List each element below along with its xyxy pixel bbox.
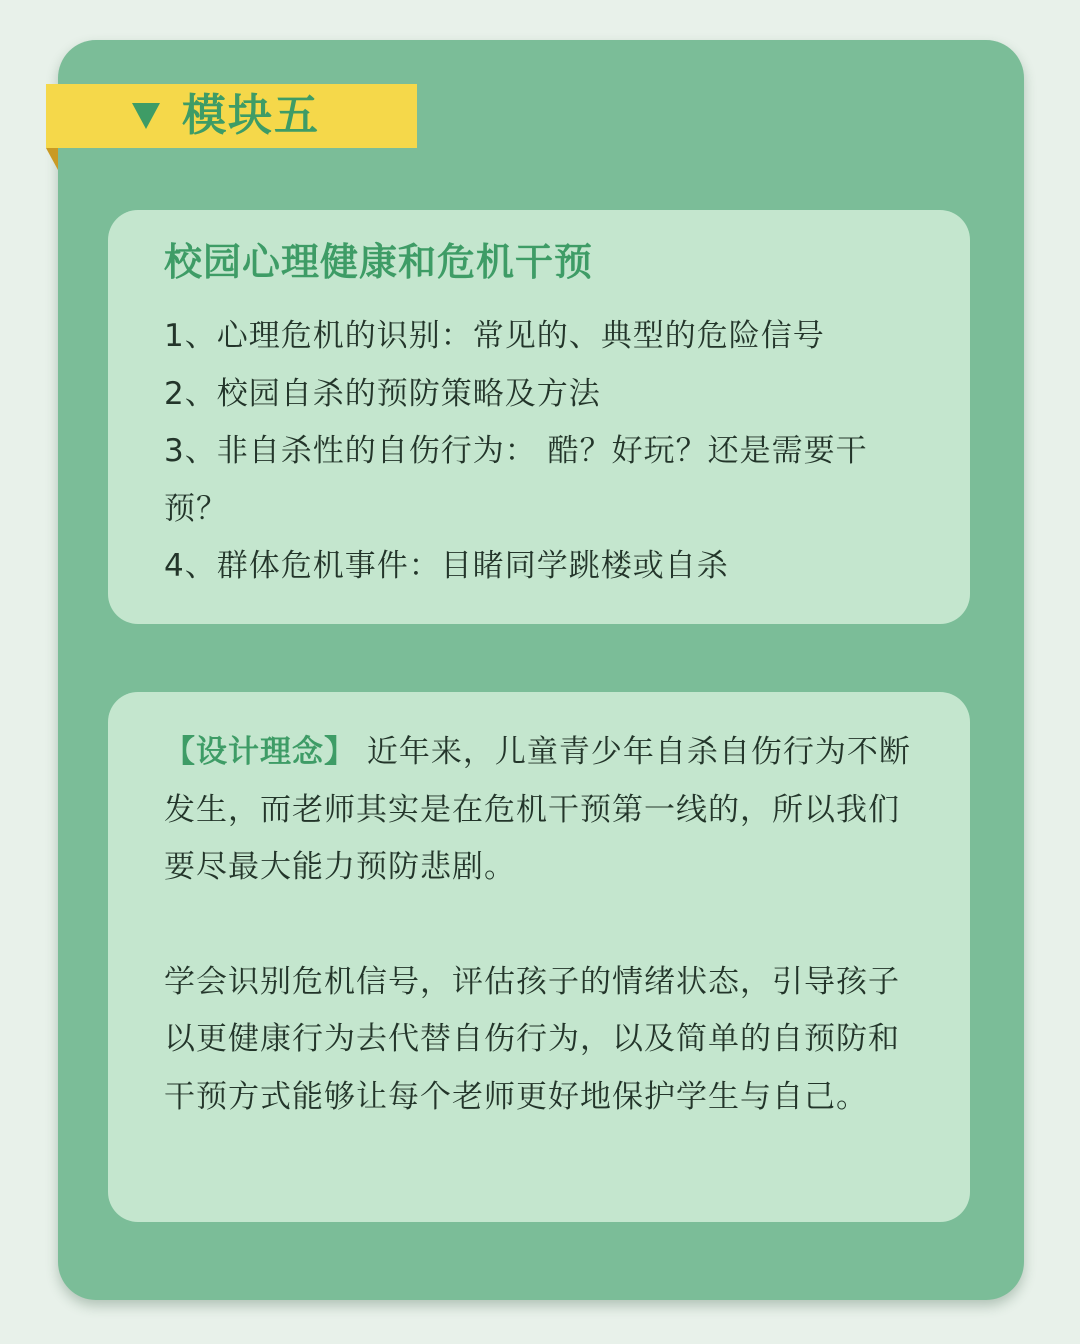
course-item: 1、心理危机的识别：常见的、典型的危险信号: [164, 318, 825, 354]
course-item: 4、群体危机事件：目睹同学跳楼或自杀: [164, 548, 729, 584]
course-item: 2、校园自杀的预防策略及方法: [164, 375, 601, 412]
course-heading: 校园心理健康和危机干预: [164, 240, 594, 284]
design-concept-tag: 【设计理念】: [164, 734, 356, 770]
module-ribbon: [46, 84, 417, 148]
design-concept-paragraph: [164, 724, 930, 897]
design-concept-card: [108, 692, 970, 1222]
module-title: 模块五: [182, 90, 320, 141]
ribbon-fold: [46, 148, 58, 170]
design-concept-text: 近年来，儿童青少年自杀自伤行为不断发生，而老师其实是在危机干预第一线的，所以我们要尽最大能力预防悲剧。: [164, 734, 911, 885]
course-item: 3、非自杀性的自伤行为： 酷？好玩？还是需要干预？: [164, 433, 868, 527]
design-goal-paragraph: 学会识别危机信号，评估孩子的情绪状态，引导孩子以更健康行为去代替自伤行为，以及简单的自预防和干预方式能够让每个老师更好地保护学生与自己。: [164, 963, 900, 1115]
course-card: [108, 210, 970, 624]
triangle-down-icon: [132, 103, 160, 129]
